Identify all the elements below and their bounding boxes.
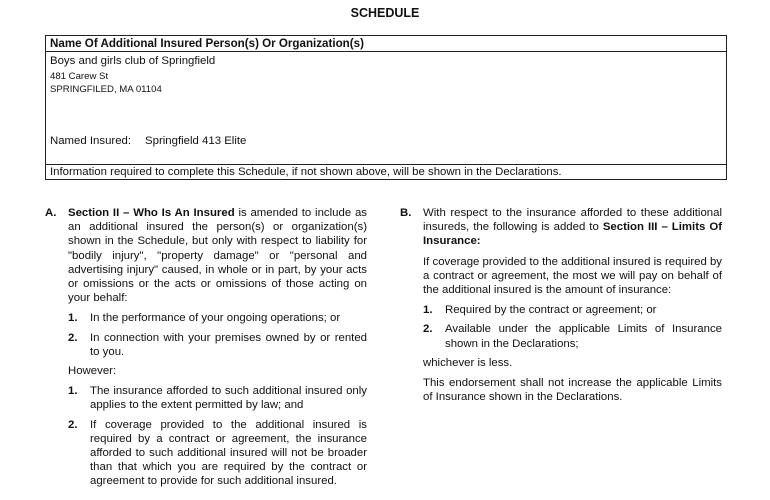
section-a-list: [68, 311, 367, 359]
section-b-list: [423, 303, 722, 351]
list-item-number: 1.: [423, 304, 433, 317]
named-insured-label: Named Insured:: [50, 135, 132, 147]
list-item-number: 2.: [68, 418, 78, 431]
section-a-letter: A.: [45, 207, 57, 219]
address-line-2: SPRINGFILED, MA 01104: [50, 84, 162, 95]
list-item: [68, 418, 367, 489]
list-item-number: 2.: [423, 323, 433, 336]
list-item-text: Required by the contract or agreement; or: [445, 304, 657, 317]
section-b-paragraph: If coverage provided to the additional insured is required by a contract or agreement, the most we will pay on behalf of the additional insured is the amount of insurance:: [423, 255, 722, 297]
section-b-letter: B.: [400, 207, 412, 219]
section-b: [400, 206, 722, 410]
section-b-body: [423, 206, 722, 410]
section-b-column: [400, 206, 722, 410]
schedule-footer-note: Information required to complete this Schedule, if not shown above, will be shown in the Declarations.: [50, 166, 562, 178]
section-a-intro: [68, 206, 367, 305]
section-a-column: [45, 206, 367, 494]
schedule-title: SCHEDULE: [350, 6, 420, 20]
list-item-number: 1.: [68, 312, 78, 325]
list-item-text: In the performance of your ongoing operations; or: [90, 312, 341, 325]
schedule-header: Name Of Additional Insured Person(s) Or Organization(s): [46, 36, 726, 52]
address-line-1: 481 Carew St: [50, 71, 109, 82]
however-label: However:: [68, 365, 117, 378]
list-item: [68, 311, 367, 325]
section-b-intro-text: With respect to the insurance afforded to these additional insureds, the following is added to: [423, 207, 722, 234]
section-a: [45, 206, 367, 494]
list-item-text: Available under the applicable Limits of Insurance shown in the Declarations;: [445, 323, 722, 350]
schedule-body: [46, 52, 726, 165]
named-insured-value: Springfield 413 Elite: [145, 135, 247, 147]
list-item-text: In connection with your premises owned by or rented to you.: [90, 331, 367, 358]
list-item-text: If coverage provided to the additional insured is required by a contract or agreement, the insurance afforded to such additional insured will not be broader than that which you are required by the contract or agreement to provide for such additional insured.: [90, 418, 367, 488]
organization-name: Boys and girls club of Springfield: [50, 55, 216, 67]
schedule-table: [45, 35, 727, 180]
section-b-heading: Section III – Limits Of Insurance:: [423, 221, 723, 248]
list-item-text: The insurance afforded to such additional insured only applies to the extent permitted by law; and: [90, 385, 367, 412]
list-item-number: 1.: [68, 385, 78, 398]
whichever-text: whichever is less.: [423, 356, 513, 369]
list-item: [423, 322, 722, 350]
list-item-number: 2.: [68, 331, 78, 344]
however-list: [68, 384, 367, 488]
section-b-intro: [423, 206, 722, 249]
list-item: [68, 331, 367, 359]
section-a-intro-text: is amended to include as an additional insured the person(s) or organization(s) shown in the Schedule, but only with respect to liability for "bodily injury", "property damage" or "personal and advertising injury" caused, in whole or in part, by your acts or omissions or the acts or omissions of those acting on your behalf:: [68, 207, 367, 305]
list-item: [68, 384, 367, 412]
closing-text: This endorsement shall not increase the applicable Limits of Insurance shown in the Declarations.: [423, 377, 722, 404]
section-a-heading: Section II – Who Is An Insured: [68, 207, 235, 219]
list-item: [423, 303, 722, 317]
section-a-body: [68, 206, 367, 494]
named-insured: [50, 134, 246, 148]
